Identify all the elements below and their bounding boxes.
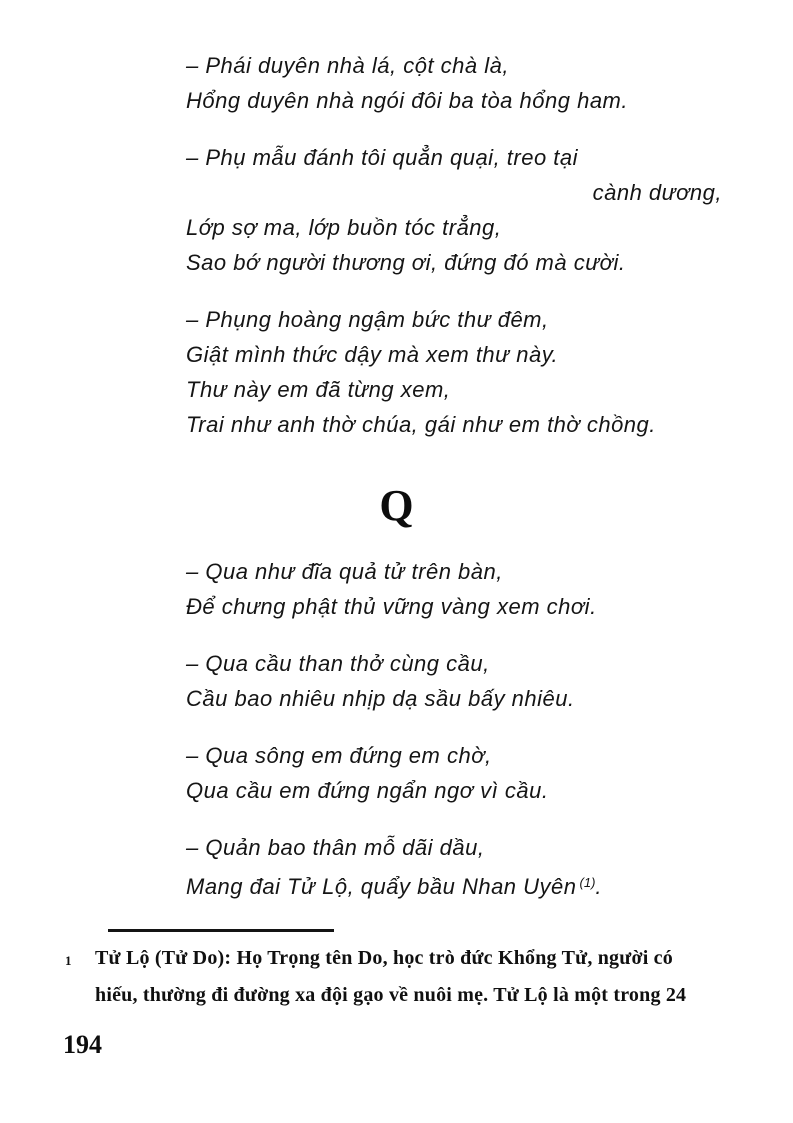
poem-section-bottom <box>186 554 732 904</box>
poem-line-text: Cầu bao nhiêu nhịp dạ sầu bấy nhiêu. <box>186 686 575 711</box>
verse <box>186 738 732 808</box>
poem-line-text: – Phụng hoàng ngậm bức thư đêm, <box>186 307 549 332</box>
poem-line-text: – Phái duyên nhà lá, cột chà là, <box>186 53 509 78</box>
poem-line-tail: . <box>595 874 603 899</box>
poem-line <box>186 589 732 624</box>
poem-section-top <box>186 48 732 442</box>
poem-line <box>186 646 732 681</box>
poem-line <box>186 738 732 773</box>
poem-line-text: Thư này em đã từng xem, <box>186 377 451 402</box>
poem-line <box>186 175 732 210</box>
poem-line <box>186 210 732 245</box>
poem-line <box>186 140 732 175</box>
verse <box>186 554 732 624</box>
verse <box>186 830 732 904</box>
section-heading-q: Q <box>379 481 414 530</box>
footnote-text <box>95 940 738 1014</box>
poem-line <box>186 48 732 83</box>
poem-line <box>186 554 732 589</box>
poem-line-text: – Quản bao thân mỗ dãi dầu, <box>186 835 485 860</box>
poem-line-text: Trai như anh thờ chúa, gái như em thờ chồng. <box>186 412 656 437</box>
poem-line <box>186 302 732 337</box>
poem-line-text: Lớp sợ ma, lớp buồn tóc trẳng, <box>186 215 502 240</box>
footnote-marker: 1 <box>65 953 72 968</box>
poem-line-text: – Qua sông em đứng em chờ, <box>186 743 492 768</box>
poem-line <box>186 83 732 118</box>
poem-line-text: – Qua cầu than thở cùng cầu, <box>186 651 490 676</box>
footnote-reference: (1) <box>579 875 596 890</box>
poem-line-text: Mang đai Tử Lộ, quẩy bầu Nhan Uyên <box>186 874 577 899</box>
poem-line <box>186 865 732 904</box>
poem-line <box>186 337 732 372</box>
poem-line-text: – Qua như đĩa quả tử trên bàn, <box>186 559 503 584</box>
verse <box>186 48 732 118</box>
poem-line-text: Sao bớ người thương ơi, đứng đó mà cười. <box>186 250 626 275</box>
poem-line <box>186 245 732 280</box>
footnote-divider <box>108 929 334 932</box>
poem-line-text: Để chưng phật thủ vững vàng xem chơi. <box>186 594 597 619</box>
poem-line-text: cành dương, <box>592 180 722 205</box>
poem-line-text: Hổng duyên nhà ngói đôi ba tòa hổng ham. <box>186 88 628 113</box>
poem-line <box>186 830 732 865</box>
footnote-line: hiếu, thường đi đường xa đội gạo về nuôi mẹ. Tử Lộ là một trong 24 <box>95 984 687 1006</box>
poem-line-text: Giật mình thức dậy mà xem thư này. <box>186 342 559 367</box>
footnote <box>62 940 738 1014</box>
poem-line <box>186 372 732 407</box>
footnote-line: Tử Lộ (Tử Do): Họ Trọng tên Do, học trò đức Khổng Tử, người có <box>95 947 673 969</box>
page-number: 194 <box>63 1030 102 1059</box>
verse <box>186 140 732 280</box>
poem-line <box>186 407 732 442</box>
poem-line-text: – Phụ mẫu đánh tôi quẳn quại, treo tại <box>186 145 579 170</box>
poem-line <box>186 773 732 808</box>
verse <box>186 646 732 716</box>
verse <box>186 302 732 442</box>
poem-line-text: Qua cầu em đứng ngẩn ngơ vì cầu. <box>186 778 549 803</box>
poem-line <box>186 681 732 716</box>
